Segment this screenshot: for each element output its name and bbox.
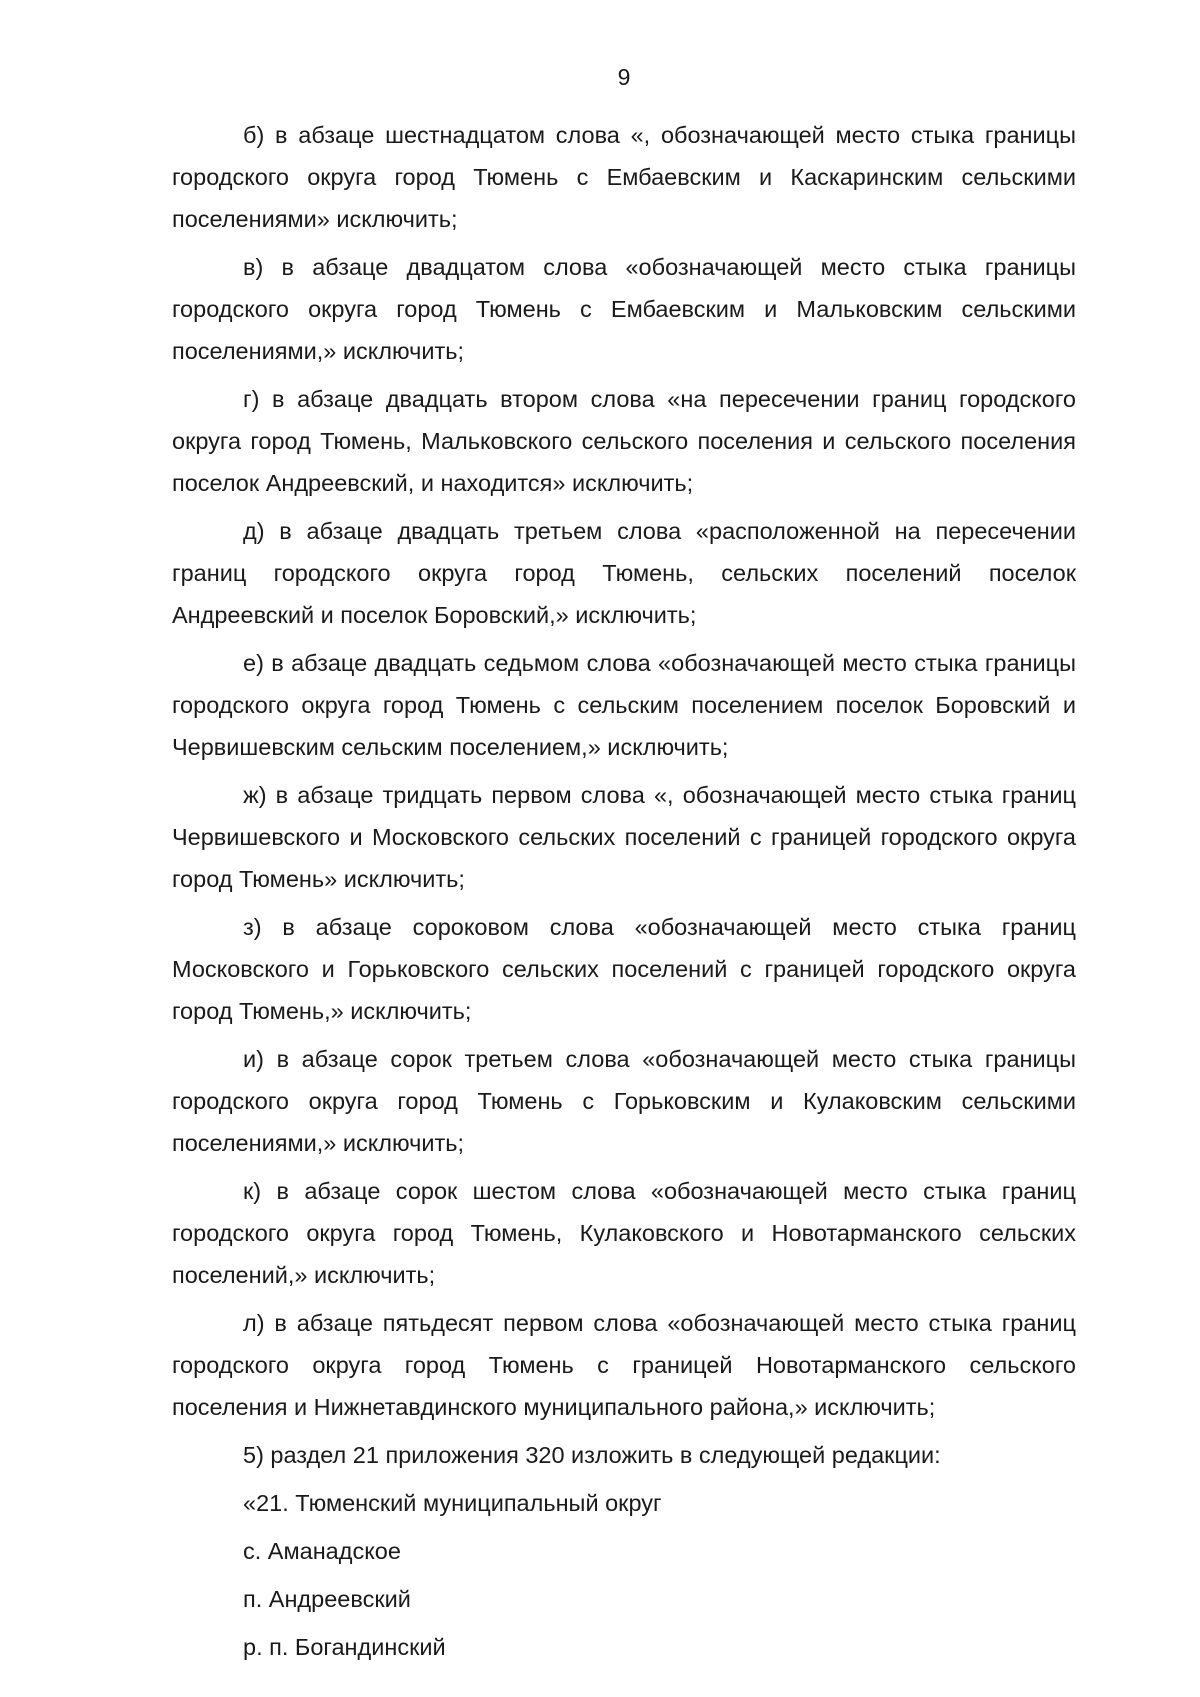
paragraph-v: в) в абзаце двадцатом слова «обозначающей место стыка границы городского округа город Тюмень с Ембаевским и Мальковским сельскими поселениями,» исключить;	[172, 254, 1076, 364]
paragraph-l: л) в абзаце пятьдесят первом слова «обозначающей место стыка границ городского округа город Тюмень с границей Новотарманского сельского поселения и Нижнетавдинского муниципального района,» исключить;	[172, 1310, 1076, 1420]
paragraph-d: д) в абзаце двадцать третьем слова «расположенной на пересечении границ городского округа город Тюмень, сельских поселений поселок Андреевский и поселок Боровский,» исключить;	[172, 518, 1076, 628]
settlement-andreevsky: п. Андреевский	[243, 1586, 411, 1612]
settlement-bogandinsky: р. п. Богандинский	[243, 1634, 446, 1660]
document-body	[172, 114, 1076, 1674]
paragraph-k: к) в абзаце сорок шестом слова «обозначающей место стыка границ городского округа город Тюмень, Кулаковского и Новотарманского сельских поселений,» исключить;	[172, 1178, 1076, 1288]
paragraph-zh: ж) в абзаце тридцать первом слова «, обозначающей место стыка границ Червишевского и Московского сельских поселений с границей городского округа город Тюмень» исключить;	[172, 782, 1076, 892]
paragraph-g: г) в абзаце двадцать втором слова «на пересечении границ городского округа город Тюмень, Мальковского сельского поселения и сельского поселения поселок Андреевский, и находится» исключить;	[172, 386, 1076, 496]
page-number: 9	[617, 64, 631, 90]
paragraph-i: и) в абзаце сорок третьем слова «обозначающей место стыка границы городского округа город Тюмень с Горьковским и Кулаковским сельскими поселениями,» исключить;	[172, 1046, 1076, 1156]
section-21-heading: «21. Тюменский муниципальный округ	[243, 1490, 662, 1516]
item-5-intro: 5) раздел 21 приложения 320 изложить в следующей редакции:	[243, 1442, 941, 1468]
paragraph-e: е) в абзаце двадцать седьмом слова «обозначающей место стыка границы городского округа город Тюмень с сельским поселением поселок Боровский и Червишевским сельским поселением,» исключить;	[172, 650, 1076, 760]
paragraph-z: з) в абзаце сороковом слова «обозначающей место стыка границ Московского и Горьковского сельских поселений с границей городского округа город Тюмень,» исключить;	[172, 914, 1076, 1024]
paragraph-b: б) в абзаце шестнадцатом слова «, обозначающей место стыка границы городского округа город Тюмень с Ембаевским и Каскаринским сельскими поселениями» исключить;	[172, 122, 1076, 232]
settlement-amanadskoe: с. Аманадское	[243, 1538, 401, 1564]
